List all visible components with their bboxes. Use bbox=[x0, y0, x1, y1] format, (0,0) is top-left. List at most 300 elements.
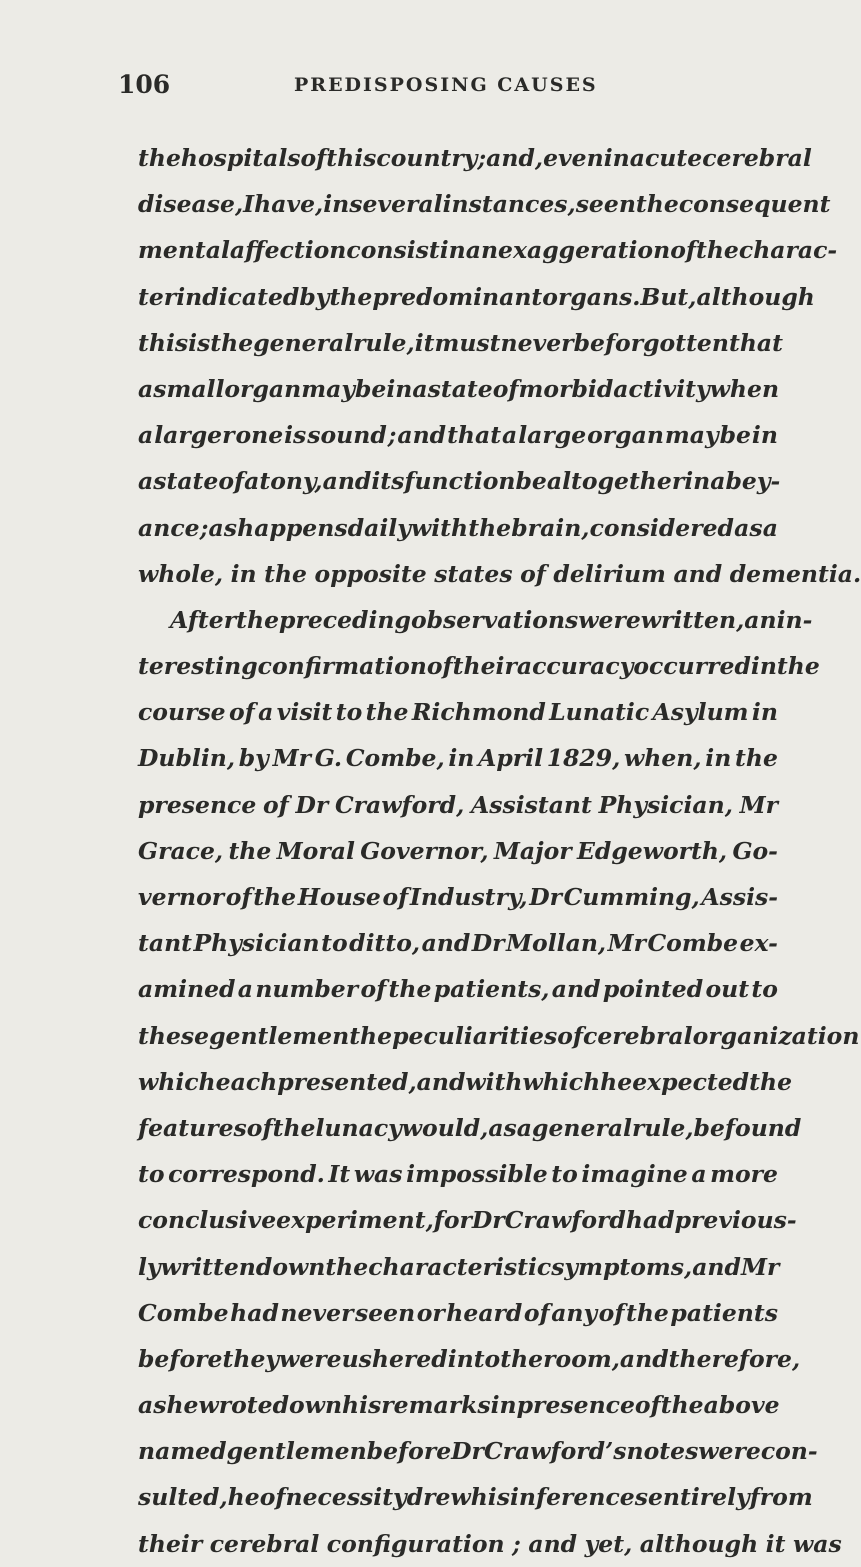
word: although bbox=[696, 282, 815, 311]
word: a bbox=[138, 374, 154, 403]
word: the bbox=[660, 1391, 704, 1420]
word: experiment, bbox=[276, 1206, 434, 1235]
text-line bbox=[138, 828, 778, 874]
word: sulted, bbox=[138, 1483, 228, 1512]
body-text bbox=[138, 135, 861, 1567]
word: found bbox=[724, 1113, 802, 1142]
word: of bbox=[492, 374, 519, 403]
word: notes bbox=[626, 1437, 699, 1466]
word: and bbox=[421, 929, 471, 958]
word: named bbox=[138, 1437, 227, 1466]
text-line bbox=[138, 1059, 793, 1105]
word: Edgeworth, bbox=[576, 836, 728, 865]
word: the bbox=[635, 190, 679, 219]
word: be bbox=[573, 328, 605, 357]
word: ance bbox=[138, 513, 200, 542]
word: of bbox=[670, 236, 696, 265]
word: in- bbox=[776, 605, 813, 634]
word: whole, bbox=[138, 559, 224, 588]
word: atony, bbox=[244, 467, 323, 496]
word: this bbox=[138, 328, 189, 357]
word: as bbox=[488, 1113, 517, 1142]
word: of bbox=[263, 790, 289, 819]
word: tant bbox=[138, 929, 193, 958]
word: Dr bbox=[295, 790, 329, 819]
text-line bbox=[138, 551, 861, 597]
word: as bbox=[208, 513, 237, 542]
text-line bbox=[138, 643, 820, 689]
text-line bbox=[138, 135, 812, 181]
word: even bbox=[543, 144, 604, 172]
word: their bbox=[138, 1529, 203, 1558]
word: ex- bbox=[739, 929, 778, 958]
word: to bbox=[335, 698, 363, 727]
word: visit bbox=[276, 698, 333, 727]
word: any bbox=[551, 1298, 598, 1327]
word: the bbox=[695, 236, 739, 265]
word: of bbox=[598, 1298, 625, 1327]
word: be bbox=[693, 1113, 725, 1142]
word: ; bbox=[512, 1529, 521, 1558]
word: of bbox=[229, 698, 255, 727]
word: con- bbox=[760, 1437, 818, 1466]
word: of bbox=[382, 883, 409, 911]
text-line bbox=[138, 1013, 860, 1059]
text-line bbox=[138, 597, 813, 643]
word: Cumming, bbox=[563, 883, 700, 911]
word: considered bbox=[589, 513, 734, 542]
word: it bbox=[414, 328, 435, 357]
word: 1829, bbox=[546, 744, 621, 773]
word: by bbox=[299, 282, 330, 311]
word: written, bbox=[640, 605, 745, 634]
word: a bbox=[502, 421, 518, 450]
word: be bbox=[354, 374, 387, 403]
word: in bbox=[603, 144, 630, 172]
word: in bbox=[439, 236, 466, 265]
word: Dublin, bbox=[138, 744, 236, 773]
word: impossible bbox=[406, 1160, 548, 1189]
word: for bbox=[433, 1206, 472, 1235]
word: remarks bbox=[381, 1391, 491, 1420]
word: organ bbox=[587, 421, 664, 450]
word: pointed bbox=[602, 975, 704, 1004]
word: in bbox=[490, 1391, 517, 1420]
word: hospitals bbox=[180, 144, 301, 172]
word: small bbox=[153, 374, 225, 403]
word: large bbox=[518, 421, 587, 450]
word: and bbox=[692, 1252, 741, 1281]
word: ; bbox=[477, 144, 487, 172]
word: necessity bbox=[285, 1483, 407, 1512]
word: to bbox=[138, 1160, 165, 1189]
word: as bbox=[734, 513, 763, 542]
word: number bbox=[255, 975, 359, 1004]
word: the bbox=[236, 605, 280, 634]
text-line bbox=[138, 366, 778, 412]
text-line bbox=[138, 1428, 818, 1474]
word: and bbox=[397, 421, 447, 450]
word: configuration bbox=[326, 1529, 505, 1558]
word: Crawford bbox=[504, 1206, 626, 1235]
word: country bbox=[376, 144, 478, 172]
word: of bbox=[360, 975, 387, 1004]
word: Dr bbox=[471, 929, 505, 958]
word: the bbox=[138, 144, 181, 172]
word: the bbox=[329, 282, 373, 311]
word: exaggeration bbox=[498, 236, 671, 265]
word: each bbox=[215, 1067, 278, 1096]
word: ter bbox=[138, 282, 177, 311]
word: the bbox=[253, 883, 297, 911]
word: ditto, bbox=[349, 929, 421, 958]
word: his bbox=[470, 1483, 510, 1512]
text-line bbox=[138, 920, 778, 966]
word: of bbox=[523, 1298, 550, 1327]
text-line bbox=[138, 1474, 813, 1520]
word: its bbox=[371, 467, 405, 496]
word: Crawford’s bbox=[483, 1437, 627, 1466]
word: their bbox=[452, 652, 517, 681]
text-line bbox=[138, 505, 778, 551]
word: Dr bbox=[471, 1206, 505, 1235]
word: heard bbox=[446, 1298, 523, 1327]
word: observations bbox=[410, 605, 579, 634]
word: sound bbox=[307, 421, 387, 450]
word: the bbox=[325, 1252, 369, 1281]
word: Industry, bbox=[409, 883, 528, 911]
word: have, bbox=[254, 190, 324, 219]
page-header bbox=[118, 70, 718, 110]
word: were bbox=[698, 1437, 761, 1466]
text-line bbox=[138, 1290, 778, 1336]
text-line bbox=[138, 1244, 778, 1290]
word: may bbox=[301, 374, 355, 403]
word: to bbox=[551, 1160, 578, 1189]
word: affection bbox=[229, 236, 347, 265]
word: before bbox=[366, 1437, 452, 1466]
word: the bbox=[500, 1344, 544, 1373]
text-line bbox=[138, 735, 778, 781]
text-line bbox=[138, 874, 778, 920]
word: abey- bbox=[710, 467, 781, 496]
word: down bbox=[272, 1391, 343, 1420]
text-line bbox=[138, 1382, 778, 1428]
word: Mr bbox=[607, 929, 646, 958]
word: presence bbox=[138, 790, 257, 819]
word: the bbox=[228, 836, 272, 865]
word: symptoms, bbox=[551, 1252, 693, 1281]
word: Assistant bbox=[471, 790, 592, 819]
word: when bbox=[709, 374, 780, 403]
word: an bbox=[744, 605, 777, 634]
word: which bbox=[138, 1067, 216, 1096]
word: previous- bbox=[674, 1206, 797, 1235]
word: of bbox=[300, 144, 327, 172]
word: the bbox=[365, 698, 409, 727]
word: the bbox=[468, 513, 512, 542]
word: by bbox=[238, 744, 269, 773]
word: cerebral bbox=[209, 1529, 320, 1558]
word: inferences bbox=[509, 1483, 648, 1512]
word: from bbox=[749, 1483, 813, 1512]
word: seen bbox=[575, 190, 636, 219]
word: that bbox=[728, 328, 784, 357]
word: Combe bbox=[138, 1298, 229, 1327]
word: acute bbox=[629, 144, 703, 172]
word: larger bbox=[154, 421, 235, 450]
text-line bbox=[138, 181, 831, 227]
word: in bbox=[750, 652, 777, 681]
word: teresting bbox=[138, 652, 258, 681]
word: organ bbox=[224, 374, 302, 403]
word: Major bbox=[493, 836, 572, 865]
word: I bbox=[243, 190, 255, 219]
word: to bbox=[321, 929, 348, 958]
word: when, bbox=[624, 744, 702, 773]
word: accuracy bbox=[516, 652, 634, 681]
word: patients, bbox=[433, 975, 550, 1004]
word: had bbox=[625, 1206, 675, 1235]
word: course bbox=[138, 698, 226, 727]
word: a bbox=[138, 467, 154, 496]
word: in bbox=[684, 467, 711, 496]
word: with bbox=[465, 1067, 523, 1096]
word: therefore, bbox=[668, 1344, 801, 1373]
text-line bbox=[138, 1521, 842, 1567]
word: Dr bbox=[529, 883, 562, 911]
word: down bbox=[255, 1252, 326, 1281]
word: Mr bbox=[739, 790, 778, 819]
page-number: 106 bbox=[118, 70, 171, 99]
word: ; bbox=[199, 513, 209, 542]
word: ly bbox=[138, 1252, 161, 1281]
text-line bbox=[138, 412, 778, 458]
word: a bbox=[138, 421, 154, 450]
word: Go- bbox=[732, 836, 778, 865]
word: organization bbox=[692, 1021, 860, 1050]
word: in bbox=[448, 744, 475, 773]
word: presented, bbox=[277, 1067, 417, 1096]
word: room, bbox=[543, 1344, 620, 1373]
word: organs. bbox=[542, 282, 641, 311]
word: out bbox=[705, 975, 750, 1004]
word: state bbox=[153, 467, 219, 496]
word: confirmation bbox=[257, 652, 427, 681]
word: gentlemen bbox=[226, 1437, 367, 1466]
word: It bbox=[328, 1160, 351, 1189]
word: in bbox=[751, 698, 778, 727]
text-line bbox=[138, 1197, 797, 1243]
word: had bbox=[230, 1298, 279, 1327]
word: of bbox=[634, 1391, 661, 1420]
word: Combe, bbox=[345, 744, 445, 773]
word: forgotten bbox=[604, 328, 729, 357]
word: Governor, bbox=[360, 836, 489, 865]
word: Mollan, bbox=[506, 929, 607, 958]
word: predominant bbox=[372, 282, 543, 311]
word: function bbox=[404, 467, 516, 496]
word: the bbox=[749, 1067, 793, 1096]
word: Dr bbox=[451, 1437, 484, 1466]
word: his bbox=[342, 1391, 382, 1420]
word: amined bbox=[138, 975, 236, 1004]
word: a bbox=[258, 698, 274, 727]
word: they bbox=[222, 1344, 280, 1373]
word: features bbox=[138, 1113, 247, 1142]
word: April bbox=[478, 744, 543, 773]
word: House bbox=[297, 883, 381, 911]
word: presence bbox=[516, 1391, 635, 1420]
word: correspond. bbox=[168, 1160, 325, 1189]
word: a bbox=[412, 374, 428, 403]
word: the bbox=[776, 652, 820, 681]
word: rule, bbox=[632, 1113, 694, 1142]
word: gentlemen bbox=[209, 1021, 350, 1050]
word: state bbox=[427, 374, 493, 403]
word: above bbox=[703, 1391, 780, 1420]
text-line bbox=[138, 782, 778, 828]
word: to bbox=[751, 975, 778, 1004]
word: cerebral bbox=[583, 1021, 693, 1050]
word: rule, bbox=[353, 328, 415, 357]
word: the bbox=[349, 1021, 393, 1050]
word: may bbox=[664, 421, 719, 450]
word: Mr bbox=[740, 1252, 780, 1281]
word: mental bbox=[138, 236, 230, 265]
running-title: PREDISPOSING CAUSES bbox=[294, 74, 598, 96]
word: characteristic bbox=[368, 1252, 552, 1281]
word: this bbox=[326, 144, 377, 172]
word: general bbox=[532, 1113, 632, 1142]
text-line bbox=[138, 1336, 801, 1382]
word: Mr bbox=[272, 744, 311, 773]
word: was bbox=[792, 1529, 842, 1558]
word: and, bbox=[486, 144, 544, 172]
word: of bbox=[218, 467, 245, 496]
word: and bbox=[416, 1067, 466, 1096]
word: never bbox=[280, 1298, 354, 1327]
word: several bbox=[349, 190, 443, 219]
word: activity bbox=[613, 374, 710, 403]
word: states bbox=[434, 559, 513, 588]
word: in bbox=[323, 190, 350, 219]
word: of bbox=[426, 652, 453, 681]
word: Crawford, bbox=[334, 790, 465, 819]
word: Physician bbox=[193, 929, 320, 958]
word: disease, bbox=[138, 190, 244, 219]
word: in bbox=[230, 559, 257, 588]
word: it bbox=[765, 1529, 786, 1558]
word: in bbox=[386, 374, 413, 403]
word: in bbox=[751, 421, 778, 450]
word: instances, bbox=[442, 190, 576, 219]
word: happens bbox=[237, 513, 348, 542]
word: morbid bbox=[518, 374, 614, 403]
word: is bbox=[188, 328, 211, 357]
word: charac- bbox=[738, 236, 838, 265]
text-line bbox=[138, 274, 815, 320]
word: which bbox=[522, 1067, 601, 1096]
word: a bbox=[237, 975, 254, 1004]
word: ; bbox=[387, 421, 397, 450]
word: imagine bbox=[581, 1160, 688, 1189]
word: never bbox=[500, 328, 574, 357]
word: the bbox=[264, 559, 308, 588]
text-line bbox=[138, 227, 838, 273]
word: with bbox=[410, 513, 469, 542]
word: lunacy bbox=[315, 1113, 402, 1142]
word: conclusive bbox=[138, 1206, 277, 1235]
word: before bbox=[138, 1344, 223, 1373]
word: although bbox=[639, 1529, 759, 1558]
word: the bbox=[272, 1113, 316, 1142]
word: brain, bbox=[511, 513, 590, 542]
word: and bbox=[322, 467, 372, 496]
text-line bbox=[138, 458, 781, 504]
word: or bbox=[416, 1298, 445, 1327]
text-line bbox=[138, 689, 778, 735]
word: be bbox=[719, 421, 751, 450]
word: Lunatic bbox=[549, 698, 650, 727]
word: of bbox=[225, 883, 252, 911]
word: of bbox=[557, 1021, 584, 1050]
word: the bbox=[388, 975, 432, 1004]
word: drew bbox=[406, 1483, 471, 1512]
word: must bbox=[434, 328, 501, 357]
word: into bbox=[447, 1344, 501, 1373]
word: delirium bbox=[553, 559, 666, 588]
text-line bbox=[138, 1151, 778, 1197]
word: and bbox=[528, 1529, 578, 1558]
word: is bbox=[284, 421, 307, 450]
word: be bbox=[515, 467, 547, 496]
word: written bbox=[160, 1252, 256, 1281]
word: as bbox=[138, 1391, 167, 1420]
text-line bbox=[138, 1105, 802, 1151]
word: an bbox=[465, 236, 499, 265]
word: expected bbox=[632, 1067, 750, 1096]
word: opposite bbox=[314, 559, 427, 588]
word: that bbox=[447, 421, 502, 450]
word: preceding bbox=[279, 605, 411, 634]
word: Richmond bbox=[411, 698, 546, 727]
word: of bbox=[259, 1483, 286, 1512]
word: general bbox=[253, 328, 354, 357]
word: he bbox=[227, 1483, 260, 1512]
word: the bbox=[210, 328, 254, 357]
word: Physician, bbox=[598, 790, 733, 819]
text-line bbox=[138, 320, 784, 366]
word: ushered bbox=[341, 1344, 448, 1373]
word: more bbox=[710, 1160, 778, 1189]
word: dementia. bbox=[729, 559, 861, 588]
word: of bbox=[246, 1113, 273, 1142]
word: consequent bbox=[678, 190, 831, 219]
word: and bbox=[551, 975, 601, 1004]
word: peculiarities bbox=[392, 1021, 558, 1050]
word: consist bbox=[346, 236, 440, 265]
word: he bbox=[600, 1067, 633, 1096]
word: patients bbox=[670, 1298, 778, 1327]
word: of bbox=[520, 559, 546, 588]
word: daily bbox=[347, 513, 411, 542]
word: After bbox=[170, 605, 237, 634]
word: entirely bbox=[647, 1483, 750, 1512]
word: were bbox=[279, 1344, 342, 1373]
word: these bbox=[138, 1021, 210, 1050]
word: a bbox=[762, 513, 778, 542]
